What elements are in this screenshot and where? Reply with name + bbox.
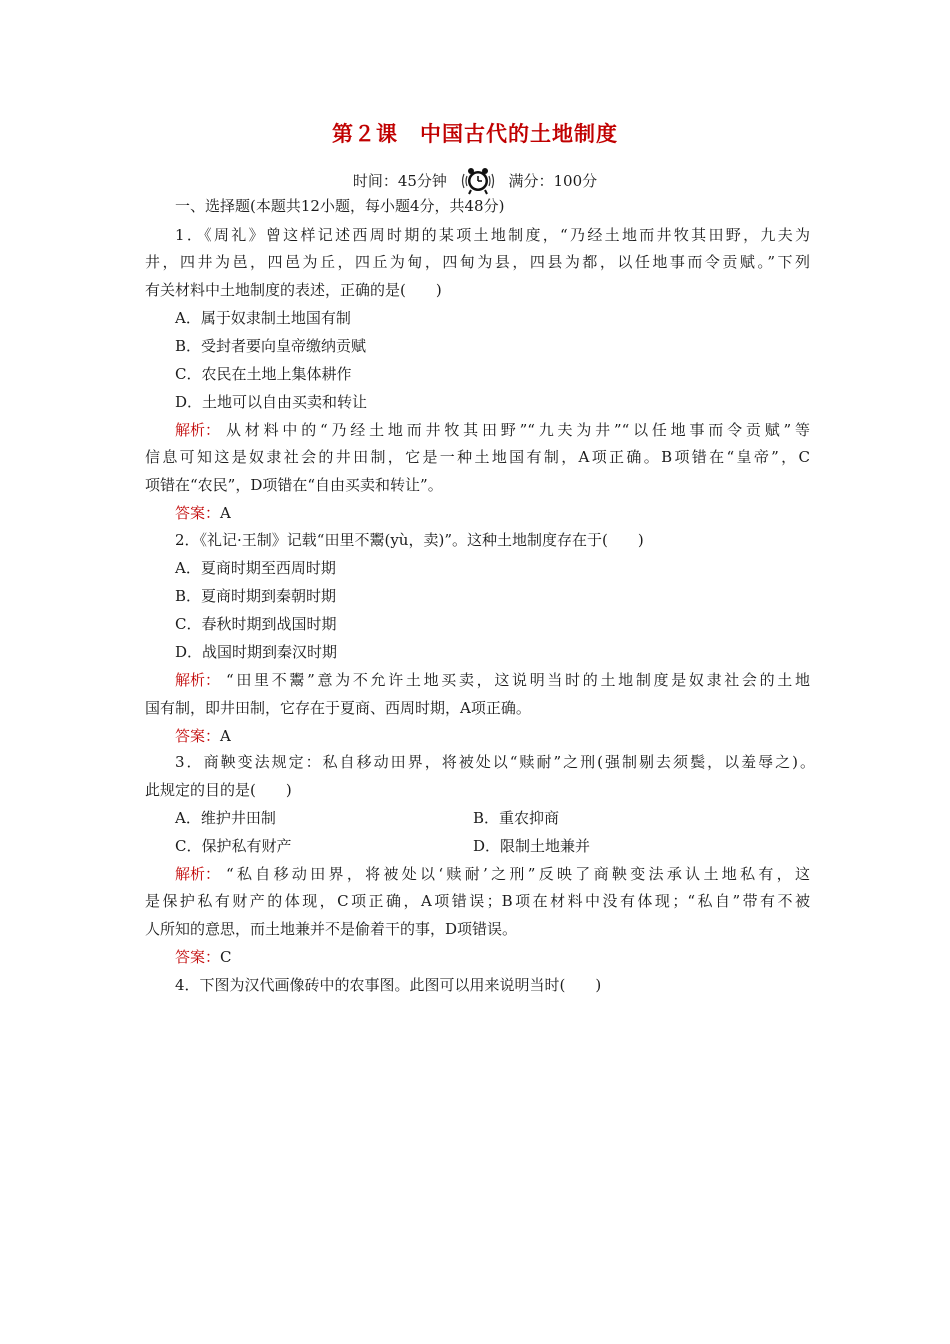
answer-value: A [220,727,231,745]
question-2-analysis-label [175,670,220,690]
analysis-label: 解析： [175,865,221,883]
question-1-stem-line-2: 井，四井为邑，四邑为丘，四丘为甸，四甸为县，四县为都，以任地事而令贡赋。”下列 [145,253,810,271]
question-3-answer [175,947,232,967]
question-2-option-c: C．春秋时期到战国时期 [175,615,337,633]
question-2-stem-line-1: 2．《礼记·王制》记载“田里不鬻(yù，卖)”。这种土地制度存在于( ) [175,531,644,549]
section-heading: 一、选择题(本题共12小题，每小题4分，共48分) [175,197,505,215]
analysis-label: 解析： [175,671,221,689]
question-1-stem-line-3: 有关材料中土地制度的表述，正确的是( ) [145,281,442,299]
analysis-label: 解析： [175,421,221,439]
question-1-analysis-line-3: 项错在“农民”，D项错在“自由买卖和转让”。 [145,476,443,494]
question-3-analysis-line-1: “私自移动田界，将被处以‘赎耐’之刑”反映了商鞅变法承认土地私有，这 [226,865,810,883]
question-3-option-d: D．限制土地兼并 [473,837,591,855]
question-2-option-a: A．夏商时期至西周时期 [175,559,336,577]
question-3-option-c: C．保护私有财产 [175,837,292,855]
question-1-option-b: B．受封者要向皇帝缴纳贡赋 [175,337,367,355]
question-4-stem-line-1: 4．下图为汉代画像砖中的农事图。此图可以用来说明当时( ) [175,976,602,994]
question-2-answer [175,726,231,746]
question-2-analysis-line-1: “田里不鬻”意为不允许土地买卖，这说明当时的土地制度是奴隶社会的土地 [226,671,810,689]
full-score: 满分：100分 [508,172,598,190]
answer-value: A [220,504,231,522]
question-1-option-d: D．土地可以自由买卖和转让 [175,393,368,411]
question-1-analysis-line-1: 从材料中的“乃经土地而井牧其田野”“九夫为井”“以任地事而令贡赋”等 [226,421,810,439]
time-limit: 时间：45分钟 [352,172,447,190]
answer-label: 答案： [175,504,221,522]
question-2-analysis-line-2: 国有制，即井田制，它存在于夏商、西周时期，A项正确。 [145,699,531,717]
question-3-stem-line-1: 3．商鞅变法规定：私自移动田界，将被处以“赎耐”之刑(强制剔去须鬓，以羞辱之)。 [175,753,815,771]
question-3-option-b: B．重农抑商 [473,809,560,827]
answer-label: 答案： [175,948,221,966]
question-1-analysis-label [175,420,220,440]
question-1-option-c: C．农民在土地上集体耕作 [175,365,352,383]
question-1-answer [175,503,231,523]
question-3-analysis-line-3: 人所知的意思，而土地兼并不是偷着干的事，D项错误。 [145,920,518,938]
question-2-option-d: D．战国时期到秦汉时期 [175,643,338,661]
question-2-option-b: B．夏商时期到秦朝时期 [175,587,337,605]
question-3-stem-line-2: 此规定的目的是( ) [145,781,292,799]
exam-info [0,165,950,196]
question-3-analysis-line-2: 是保护私有财产的体现，C项正确，A项错误；B项在材料中没有体现；“私自”带有不被 [145,892,810,910]
answer-label: 答案： [175,727,221,745]
question-3-option-a: A．维护井田制 [175,809,276,827]
question-3-analysis-label [175,864,220,884]
question-1-analysis-line-2: 信息可知这是奴隶社会的井田制，它是一种土地国有制，A项正确。B项错在“皇帝”，C [145,448,810,466]
alarm-clock-icon [458,166,498,196]
question-1-stem-line-1: 1．《周礼》曾这样记述西周时期的某项土地制度，“乃经土地而井牧其田野，九夫为 [175,226,810,244]
answer-value: C [220,948,232,966]
question-1-option-a: A．属于奴隶制土地国有制 [175,309,351,327]
page-title: 第２课 中国古代的土地制度 [332,122,618,146]
